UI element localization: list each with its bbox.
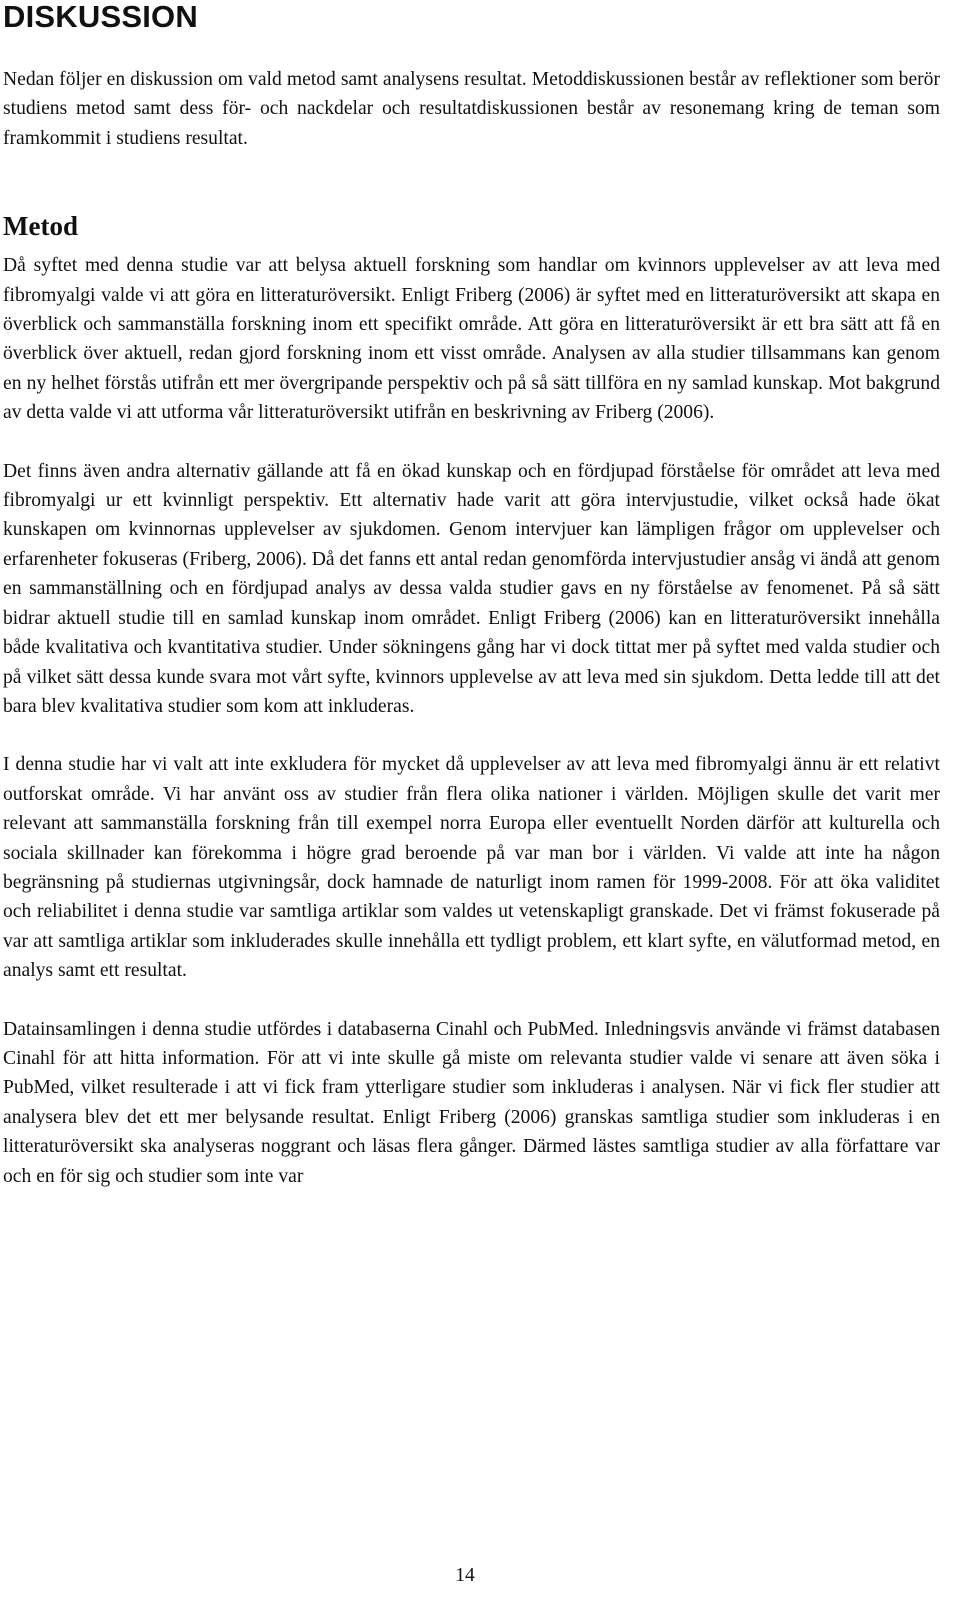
section-title-metod: Metod <box>3 211 78 242</box>
metod-paragraph-4: Datainsamlingen i denna studie utfördes i databaserna Cinahl och PubMed. Inledningsvis använde vi främst databasen Cinahl för att hitta information. För att vi inte skulle gå miste om relevanta studier valde vi senare att även söka i PubMed, vilket resulterade i att vi fick fram ytterligare studier som inkluderas i analysen. När vi fick fler studier att analysera blev det ett mer belysande resultat. Enligt Friberg (2006) granskas samtliga studier som inkluderas i en litteraturöversikt ska analyseras noggrant och läsas flera gånger. Därmed lästes samtliga studier av alla författare var och en för sig och studier som inte var <box>3 1018 940 1187</box>
spacer <box>3 34 940 65</box>
metod-paragraph-3: I denna studie har vi valt att inte exkludera för mycket då upplevelser av att leva med fibromyalgi ännu är ett relativt outforskat område. Vi har använt oss av studier från flera olika nationer i världen. Möjligen skulle det varit mer relevant att sammanställa forskning från till exempel norra Europa eller eventuellt Norden därför att kulturella och sociala skillnader kan förekomma i högre grad beroende på var man bor i världen. Vi valde att inte ha någon begränsning på studiernas utgivningsår, dock hamnade de naturligt inom ramen för 1999-2008. För att öka validitet och reliabilitet i denna studie var samtliga artiklar som valdes ut vetenskapligt granskade. Det vi främst fokuserade på var att samtliga artiklar som inkluderades skulle innehålla ett tydligt problem, ett klart syfte, en välutformad metod, en analys samt ett resultat. <box>3 754 940 982</box>
spacer <box>3 241 940 251</box>
spacer <box>3 428 940 457</box>
metod-paragraph-1: Då syftet med denna studie var att belysa aktuell forskning som handlar om kvinnors upplevelser av att leva med fibromyalgi valde vi att göra en litteraturöversikt. Enligt Friberg (2006) är syftet med en litteraturöversikt att skapa en överblick och sammanställa forskning inom ett specifikt område. Att göra en litteraturöversikt är ett bra sätt att få en överblick över aktuell, redan gjord forskning inom ett visst område. Analysen av alla studier tillsammans kan genom en ny helhet förstås utifrån ett mer övergripande perspektiv och på så sätt tillföra en ny samlad kunskap. Mot bakgrund av detta valde vi att utforma vår litteraturöversikt utifrån en beskrivning av Friberg (2006). <box>3 255 940 424</box>
spacer <box>3 721 940 750</box>
intro-paragraph: Nedan följer en diskussion om vald metod samt analysens resultat. Metoddiskussionen består av reflektioner som berör studiens metod samt dess för- och nackdelar och resultatdiskussionen består av resonemang kring de teman som framkommit i studiens resultat. <box>3 69 940 149</box>
page-number: 14 <box>455 1565 475 1586</box>
spacer <box>3 986 940 1015</box>
page-title: DISKUSSION <box>3 0 198 34</box>
spacer <box>3 153 940 211</box>
metod-paragraph-2: Det finns även andra alternativ gällande att få en ökad kunskap och en fördjupad förståelse för området att leva med fibromyalgi ur ett kvinnligt perspektiv. Ett alternativ hade varit att göra intervjustudie, vilket också hade ökat kunskapen om kvinnornas upplevelser av sjukdomen. Genom intervjuer kan lämpligen frågor om upplevelser och erfarenheter fokuseras (Friberg, 2006). Då det fanns ett antal redan genomförda intervjustudier ansåg vi ändå att genom en sammanställning och en fördjupad analys av dessa valda studier gavs en ny förståelse av fenomenet. På så sätt bidrar aktuell studie till en samlad kunskap inom området. Enligt Friberg (2006) kan en litteraturöversikt innehålla både kvalitativa och kvantitativa studier. Under sökningens gång har vi dock tittat mer på syftet med valda studier och på vilket sätt dessa kunde svara mot vårt syfte, kvinnors upplevelse av att leva med sin sjukdom. Detta ledde till att det bara blev kvalitativa studier som kom att inkluderas. <box>3 460 940 717</box>
